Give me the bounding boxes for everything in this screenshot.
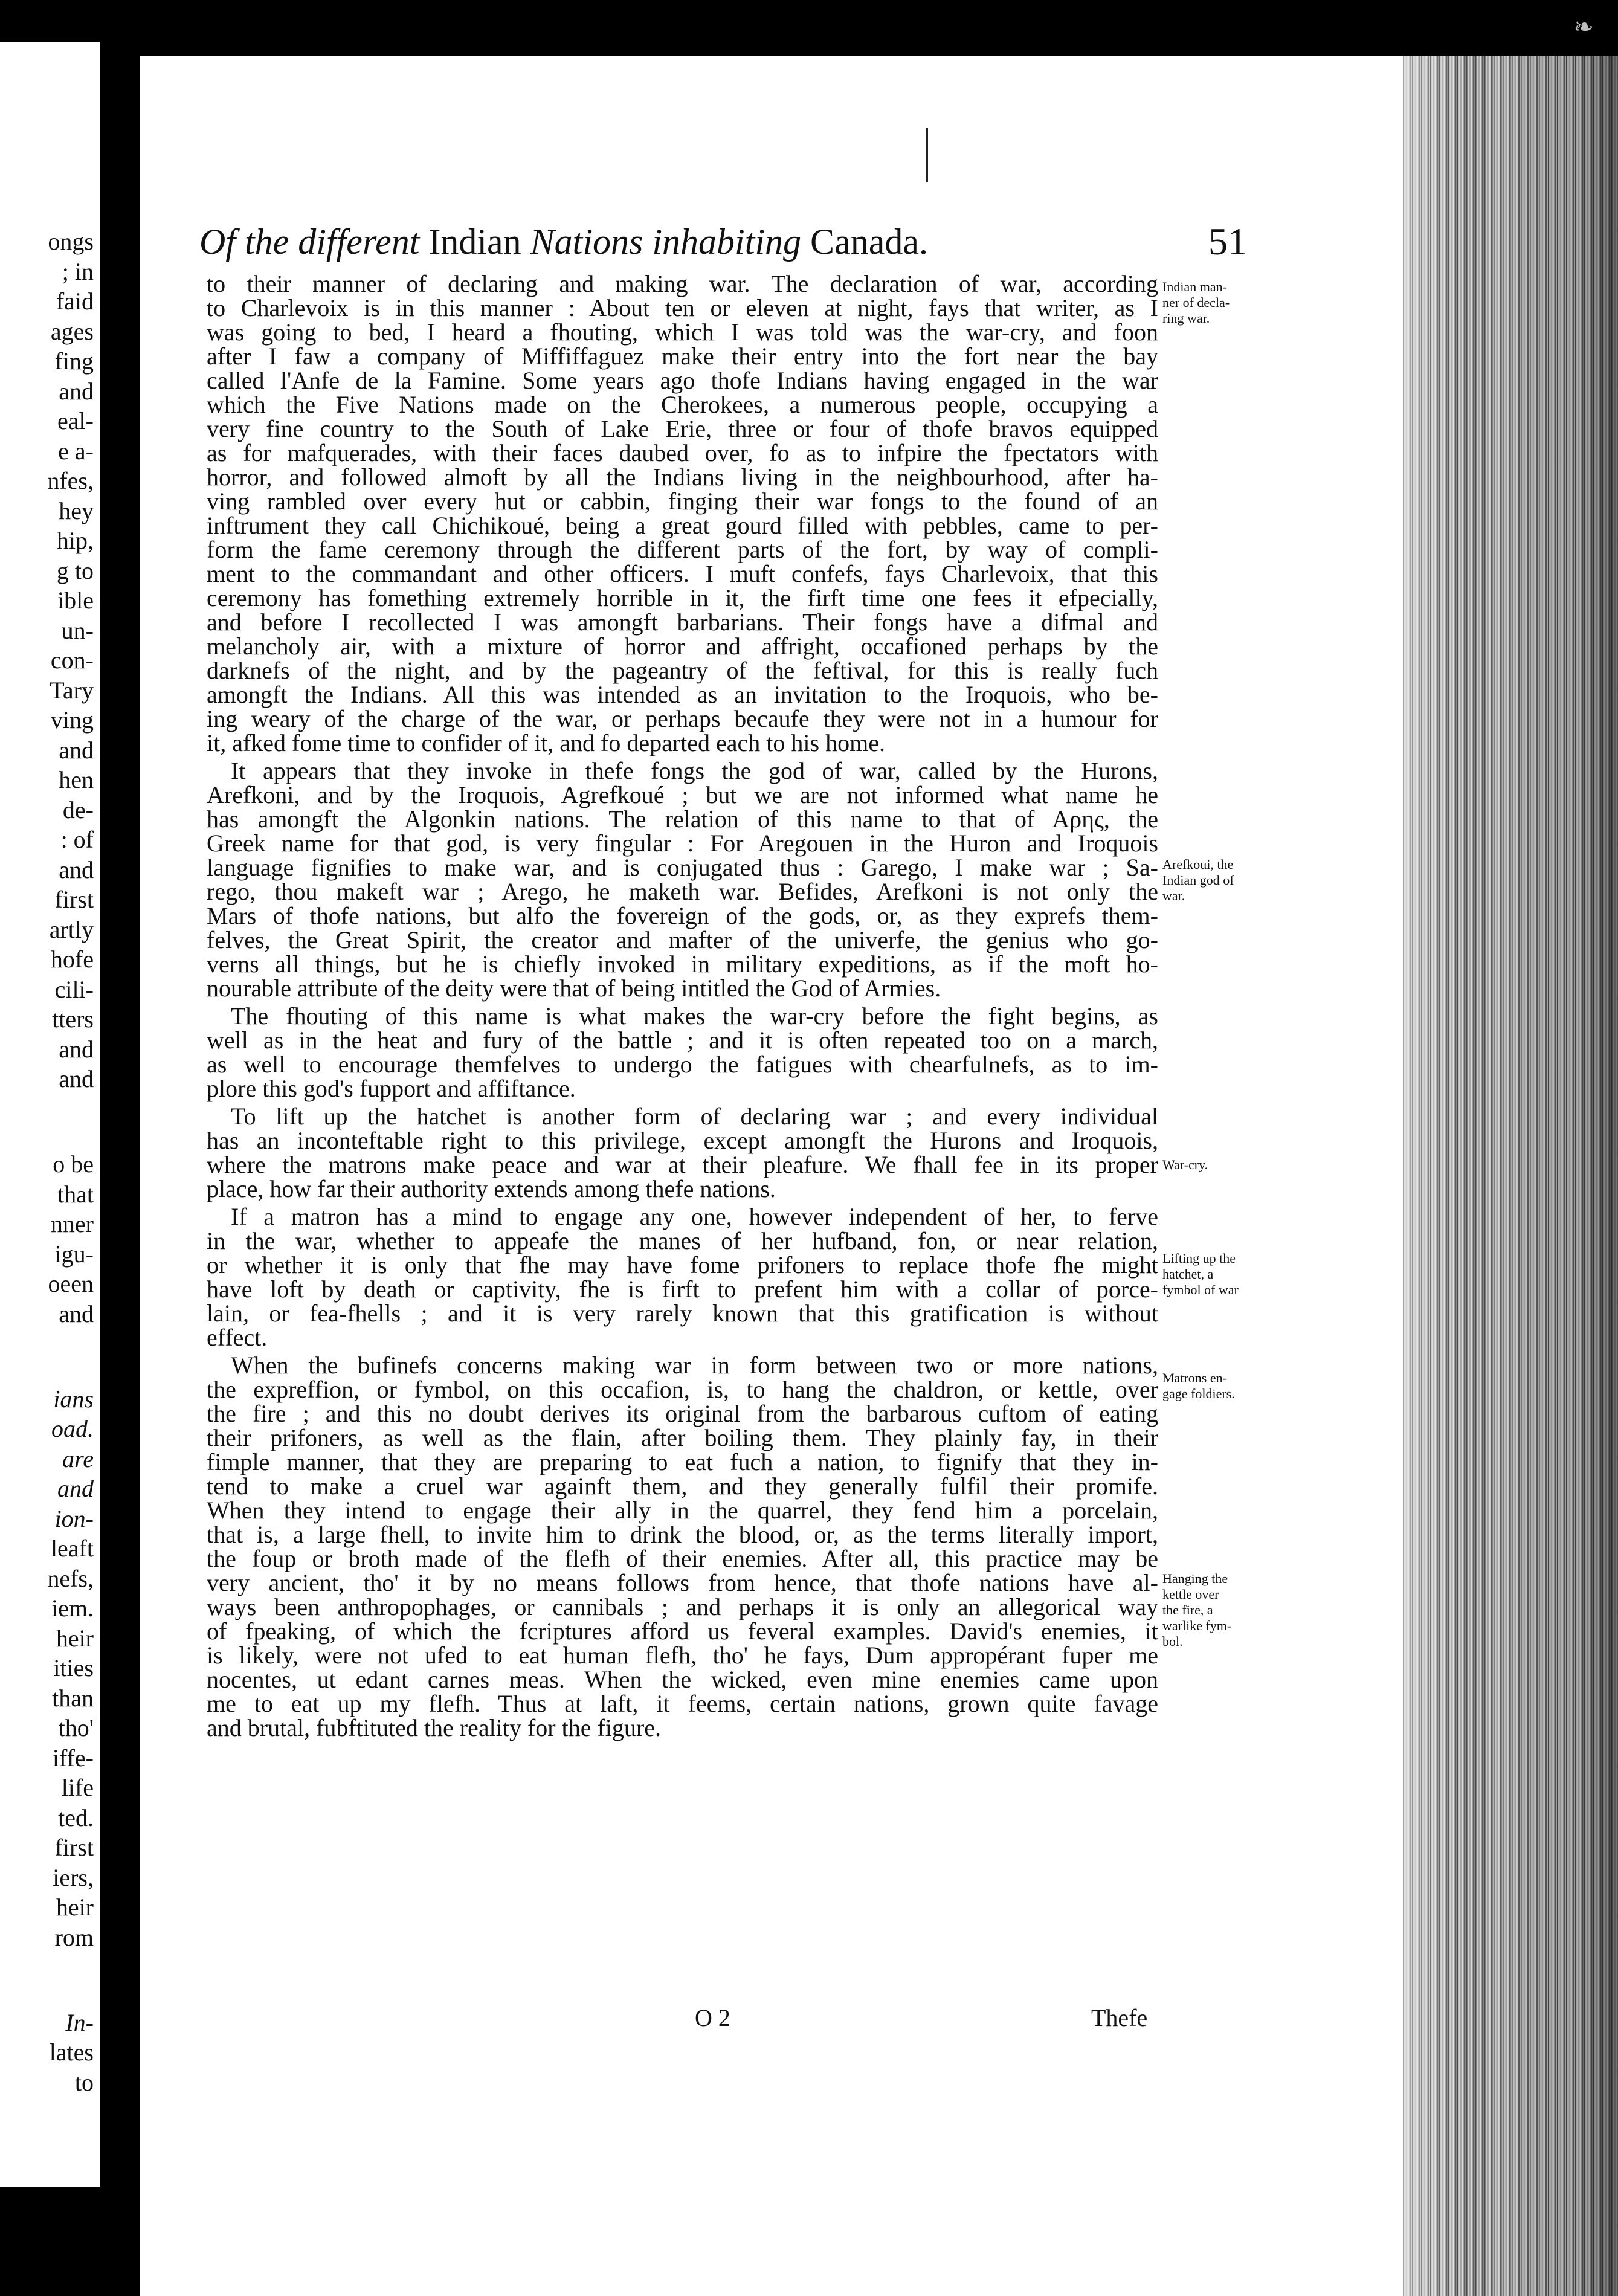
text-line: or whether it is only that fhe may have fome prifoners to replace thofe fhe might	[207, 1251, 1158, 1279]
facing-page-text: con-	[50, 647, 94, 674]
text-line: well as in the heat and fury of the battle ; and it is often repeated too on a march,	[207, 1027, 1158, 1054]
text-line: has amongft the Algonkin nations. The relation of this name to that of Aρης, the	[207, 805, 1158, 833]
facing-page-text: hip,	[56, 527, 94, 554]
text-line: it, afked fome time to confider of it, and fo departed each to his home.	[207, 729, 885, 756]
facing-page-text: iffe-	[52, 1744, 94, 1772]
text-line: in the war, whether to appeafe the manes of her hufband, fon, or near relation,	[207, 1227, 1158, 1254]
text-line: and before I recollected I was amongft barbarians. Their fongs have a difmal and	[207, 608, 1158, 636]
page-edge	[1403, 56, 1618, 2296]
text-line: which the Five Nations made on the Cherokees, a numerous people, occupying a	[207, 391, 1158, 418]
facing-page-text: and	[59, 1065, 94, 1092]
text-line: Arefkoni, and by the Iroquois, Agrefkoué ; but we are not informed what name he	[207, 781, 1158, 808]
text-line: It appears that they invoke in thefe fongs the god of war, called by the Hurons,	[231, 757, 1158, 784]
marginal-note-line: Arefkoui, the	[1162, 857, 1234, 872]
marginal-note-line: bol.	[1162, 1634, 1183, 1649]
text-line: When the bufinefs concerns making war in form between two or more nations,	[231, 1352, 1158, 1379]
text-line: form the fame ceremony through the different parts of the fort, by way of compli-	[207, 536, 1158, 563]
page-number: 51	[1208, 220, 1247, 263]
facing-page-text: faid	[56, 288, 94, 315]
text-line: nocentes, ut edant carnes meas. When the wicked, even mine enemies came upon	[207, 1666, 1158, 1693]
facing-page-text: heir	[56, 1894, 94, 1921]
text-line: language fignifies to make war, and is conjugated thus : Garego, I make war ; Sa-	[207, 854, 1158, 881]
marginal-note-line: Hanging the	[1162, 1571, 1228, 1586]
facing-page-text: first	[54, 1834, 94, 1861]
facing-page-text: hen	[59, 766, 94, 793]
text-line: When they intend to engage their ally in the quarrel, they fend him a porcelain,	[207, 1497, 1158, 1524]
text-line: ing weary of the charge of the war, or perhaps becaufe they were not in a humour for	[207, 705, 1158, 732]
facing-page-text: un-	[61, 616, 94, 644]
text-line: The fhouting of this name is what makes the war-cry before the fight begins, as	[231, 1002, 1158, 1030]
facing-page-text: and	[59, 1300, 94, 1327]
facing-page-text: hofe	[50, 946, 94, 973]
marginal-note-line: fymbol of war	[1162, 1282, 1239, 1297]
marginal-note-line: War-cry.	[1162, 1157, 1208, 1172]
facing-page-text: that	[57, 1180, 94, 1208]
text-line: lain, or fea-fhells ; and it is very rarely known that this gratification is without	[207, 1300, 1158, 1327]
text-line: to Charlevoix is in this manner : About ten or eleven at night, fays that writer, as I	[207, 294, 1158, 321]
marginal-note	[1162, 857, 1262, 904]
facing-page-text: nner	[50, 1210, 94, 1237]
corner-mark-icon: ❧	[1573, 13, 1594, 41]
facing-page-text: and	[59, 736, 94, 764]
facing-page-text: ted.	[58, 1804, 94, 1831]
text-line: as well to encourage themfelves to undergo the fatigues with chearfulnefs, as to im-	[207, 1051, 1158, 1078]
facing-page-text: hey	[59, 497, 94, 524]
facing-page-text: iem.	[51, 1595, 94, 1622]
text-line: of fpeaking, of which the fcriptures afford us feveral examples. David's enemies, it	[207, 1617, 1158, 1645]
facing-page-text: de-	[62, 796, 94, 824]
text-line: called l'Anfe de la Famine. Some years ago thofe Indians having engaged in the war	[207, 367, 1158, 394]
facing-page-text: and	[57, 1475, 94, 1502]
marginal-note-line: hatchet, a	[1162, 1266, 1214, 1282]
text-line: to their manner of declaring and making war. The declaration of war, according	[207, 270, 1158, 297]
text-line: the expreffion, or fymbol, on this occafion, is, to hang the chaldron, or kettle, over	[207, 1376, 1158, 1403]
header-part: Nations inhabiting	[530, 222, 802, 262]
facing-page-text: g to	[56, 556, 94, 584]
facing-page-text: In-	[65, 2008, 94, 2036]
text-line: the fire ; and this no doubt derives its original from the barbarous cuftom of eating	[207, 1400, 1158, 1427]
text-line: nourable attribute of the deity were that of being intitled the God of Armies.	[207, 975, 941, 1002]
signature-mark: O 2	[695, 2004, 730, 2031]
facing-page-text: cili-	[54, 975, 94, 1003]
text-line: plore this god's fupport and affiftance.	[207, 1075, 576, 1102]
body-text	[207, 272, 1158, 1740]
text-line: Mars of thofe nations, but alfo the fovereign of the gods, or, as they exprefs them-	[207, 902, 1158, 929]
facing-page-text: e a-	[58, 437, 94, 465]
facing-page-text: tters	[52, 1005, 94, 1033]
text-line: inftrument they call Chichikoué, being a great gourd filled with pebbles, came to per-	[207, 512, 1158, 539]
text-line: ceremony has fomething extremely horrible in it, the firft time one fees it efpecially,	[207, 584, 1158, 611]
text-line: very ancient, tho' it by no means follows from hence, that thofe nations have al-	[207, 1569, 1158, 1596]
facing-page-text: : of	[60, 826, 94, 853]
text-line: their prifoners, as well as the flain, after boiling them. They plainly fay, in their	[207, 1424, 1158, 1451]
facing-page-text: to	[74, 2068, 94, 2096]
marginal-note	[1162, 279, 1262, 326]
text-line: has an inconteftable right to this privilege, except amongft the Hurons and Iroquois,	[207, 1127, 1158, 1154]
facing-page-text: nefs,	[47, 1564, 94, 1592]
facing-page-text: lates	[49, 2039, 94, 2066]
marginal-note-line: ring war.	[1162, 311, 1210, 326]
catchword: Thefe	[1091, 2004, 1148, 2031]
text-line: verns all things, but he is chiefly invoked in military expeditions, as if the moft ho-	[207, 950, 1158, 978]
text-line: felves, the Great Spirit, the creator and mafter of the univerfe, the genius who go-	[207, 926, 1158, 953]
marginal-note	[1162, 1571, 1262, 1649]
header-part: Indian	[419, 222, 530, 262]
text-line: me to eat up my flefh. Thus at laft, it feems, certain nations, grown quite favage	[207, 1690, 1158, 1717]
facing-page-text: o be	[53, 1150, 94, 1178]
marginal-note-line: Matrons en-	[1162, 1370, 1227, 1385]
text-line: very fine country to the South of Lake Erie, three or four of thofe bravos equipped	[207, 415, 1158, 442]
text-line: melancholy air, with a mixture of horror and affright, occafioned perhaps by the	[207, 633, 1158, 660]
text-line: effect.	[207, 1324, 268, 1351]
facing-page-text: artly	[49, 915, 94, 943]
facing-page-text: leaft	[50, 1535, 94, 1562]
facing-page-text: and	[59, 856, 94, 883]
text-line: where the matrons make peace and war at their pleafure. We fhall fee in its proper	[207, 1151, 1158, 1178]
header-part: Canada.	[801, 222, 928, 262]
marginal-note	[1162, 1251, 1262, 1298]
facing-page-text: oeen	[48, 1270, 94, 1297]
facing-page-text: ion-	[54, 1504, 94, 1532]
running-header	[199, 218, 1166, 266]
text-line: that is, a large fhell, to invite him to drink the blood, or, as the terms literally import,	[207, 1521, 1158, 1548]
facing-page-text: than	[52, 1684, 94, 1712]
text-line: ment to the commandant and other officers. I muft confefs, fays Charlevoix, that this	[207, 560, 1158, 587]
facing-page-text: heir	[56, 1624, 94, 1652]
facing-page-text: eal-	[57, 407, 94, 434]
marginal-note-line: kettle over	[1162, 1587, 1219, 1602]
text-line: ving rambled over every hut or cabbin, finging their war fongs to the found of an	[207, 488, 1158, 515]
facing-page-text: are	[62, 1445, 94, 1472]
gutter-mark	[926, 128, 928, 182]
text-line: horror, and followed almoft by all the Indians living in the neighbourhood, after ha-	[207, 463, 1158, 491]
marginal-note	[1162, 1157, 1262, 1173]
marginal-note-line: war.	[1162, 888, 1185, 903]
text-line: darknefs of the night, and by the pageantry of the feftival, for this is really fuch	[207, 657, 1158, 684]
facing-page-fragment	[0, 42, 100, 2187]
text-line: place, how far their authority extends among thefe nations.	[207, 1175, 776, 1202]
marginal-note-line: Indian man-	[1162, 279, 1227, 294]
facing-page-text: fing	[54, 347, 94, 375]
facing-page-text: and	[59, 1035, 94, 1063]
facing-page-text: rom	[54, 1923, 94, 1951]
marginal-note	[1162, 1370, 1262, 1402]
facing-page-text: first	[54, 886, 94, 913]
text-line: amongft the Indians. All this was intended as an invitation to the Iroquois, who be-	[207, 681, 1158, 708]
text-line: after I faw a company of Miffiffaguez make their entry into the fort near the bay	[207, 343, 1158, 370]
text-line: fimple manner, that they are preparing to eat fuch a nation, to fignify that they in-	[207, 1448, 1158, 1475]
facing-page-text: ities	[53, 1654, 94, 1682]
text-line: If a matron has a mind to engage any one, however independent of her, to ferve	[231, 1203, 1158, 1230]
text-line: as for mafquerades, with their faces daubed over, fo as to infpire the fpectators with	[207, 439, 1158, 466]
text-line: ways been anthropophages, or cannibals ; and perhaps it is only an allegorical way	[207, 1593, 1158, 1620]
facing-page-text: nfes,	[47, 467, 94, 494]
facing-page-text: ages	[50, 317, 94, 345]
text-line: was going to bed, I heard a fhouting, which I was told was the war-cry, and foon	[207, 318, 1158, 346]
facing-page-text: oad.	[51, 1415, 94, 1442]
facing-page-text: ible	[57, 587, 94, 614]
facing-page-text: ongs	[48, 228, 94, 255]
marginal-note-line: ner of decla-	[1162, 295, 1230, 310]
facing-page-text: Tary	[50, 676, 94, 704]
text-line: is likely, were not ufed to eat human flefh, tho' he fays, Dum appropérant fuper me	[207, 1642, 1158, 1669]
facing-page-text: ians	[53, 1385, 94, 1413]
facing-page-text: ving	[50, 706, 94, 734]
facing-page-text: tho'	[58, 1714, 94, 1741]
text-line: Greek name for that god, is very fingular : For Aregouen in the Huron and Iroquois	[207, 830, 1158, 857]
marginal-note-line: the fire, a	[1162, 1602, 1213, 1617]
text-line: and brutal, fubftituted the reality for the figure.	[207, 1714, 661, 1741]
text-line: have loft by death or captivity, fhe is firft to prefent him with a collar of porce-	[207, 1275, 1158, 1303]
marginal-note-line: Indian god of	[1162, 872, 1234, 888]
facing-page-text: iers,	[53, 1863, 94, 1891]
marginal-note-line: warlike fym-	[1162, 1618, 1232, 1633]
text-line: rego, thou makeft war ; Arego, he maketh war. Befides, Arefkoni is not only the	[207, 878, 1158, 905]
facing-page-text: igu-	[54, 1240, 94, 1268]
facing-page-text: and	[59, 377, 94, 405]
text-line: To lift up the hatchet is another form of declaring war ; and every individual	[231, 1103, 1158, 1130]
marginal-note-line: Lifting up the	[1162, 1251, 1236, 1266]
facing-page-text: ; in	[62, 257, 94, 285]
text-line: tend to make a cruel war againft them, and they generally fulfil their promife.	[207, 1472, 1158, 1500]
text-line: the foup or broth made of the flefh of their enemies. After all, this practice may be	[207, 1545, 1158, 1572]
header-part: Of the different	[199, 222, 420, 262]
marginal-note-line: gage foldiers.	[1162, 1386, 1235, 1401]
facing-page-text: life	[61, 1774, 94, 1801]
